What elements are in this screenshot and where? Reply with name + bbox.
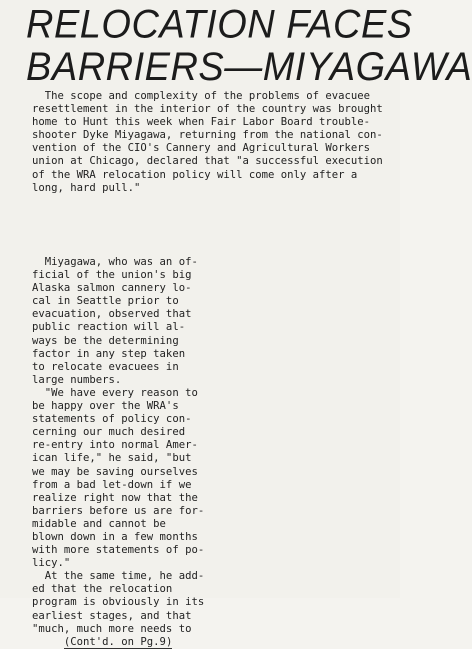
column-line: "much, much more needs to <box>32 622 192 635</box>
lead-line: union at Chicago, declared that "a successful execution <box>32 155 383 168</box>
column-line: to relocate evacuees in <box>32 360 179 373</box>
column-line: statements of policy con- <box>32 413 192 426</box>
column-line: large numbers. <box>32 373 122 386</box>
column-line: be happy over the WRA's <box>32 400 179 413</box>
column-line: cal in Seattle prior to <box>32 295 179 308</box>
column-line: ficial of the union's big <box>32 269 192 282</box>
column-line: we may be saving ourselves <box>32 465 198 478</box>
column-line: midable and cannot be <box>32 517 166 530</box>
headline-line-1: RELOCATION FACES <box>26 2 413 47</box>
article-column <box>32 256 210 649</box>
lead-line: home to Hunt this week when Fair Labor Board trouble- <box>32 116 371 129</box>
column-line: ways be the determining <box>32 334 179 347</box>
column-line: evacuation, observed that <box>32 308 192 321</box>
lead-line: The scope and complexity of the problems of evacuee <box>32 90 371 102</box>
lead-line: resettlement in the interior of the country was brought <box>32 103 383 116</box>
column-line: realize right now that the <box>32 491 198 504</box>
column-line: ed that the relocation <box>32 583 173 596</box>
column-line: public reaction will al- <box>32 321 186 334</box>
column-line: cerning our much desired <box>32 426 186 439</box>
lead-line: shooter Dyke Miyagawa, returning from the national con- <box>32 129 383 142</box>
column-line: Alaska salmon cannery lo- <box>32 282 192 295</box>
headline-line-2: BARRIERS—MIYAGAWA <box>26 45 472 90</box>
column-line: factor in any step taken <box>32 347 186 360</box>
column-line: ican life," he said, "but <box>32 452 192 465</box>
column-line: At the same time, he add- <box>32 570 205 583</box>
lead-paragraph <box>32 90 400 195</box>
column-line: with more statements of po- <box>32 544 205 557</box>
headline <box>26 2 472 90</box>
column-line: program is obviously in its <box>32 596 205 609</box>
column-line: blown down in a few months <box>32 530 198 543</box>
column-line: barriers before us are for- <box>32 504 205 517</box>
column-line: licy." <box>32 557 71 570</box>
column-line: from a bad let-down if we <box>32 478 192 491</box>
column-line: earliest stages, and that <box>32 609 192 622</box>
continued-line <box>32 636 210 649</box>
lead-line: long, hard pull." <box>32 181 141 194</box>
continued-on-page: (Cont'd. on Pg.9) <box>63 635 173 648</box>
column-line: Miyagawa, who was an of- <box>32 256 198 268</box>
column-line: re-entry into normal Amer- <box>32 439 198 452</box>
column-line: "We have every reason to <box>32 386 198 399</box>
lead-line: vention of the CIO's Cannery and Agricultural Workers <box>32 142 371 155</box>
lead-line: of the WRA relocation policy will come only after a <box>32 168 358 181</box>
